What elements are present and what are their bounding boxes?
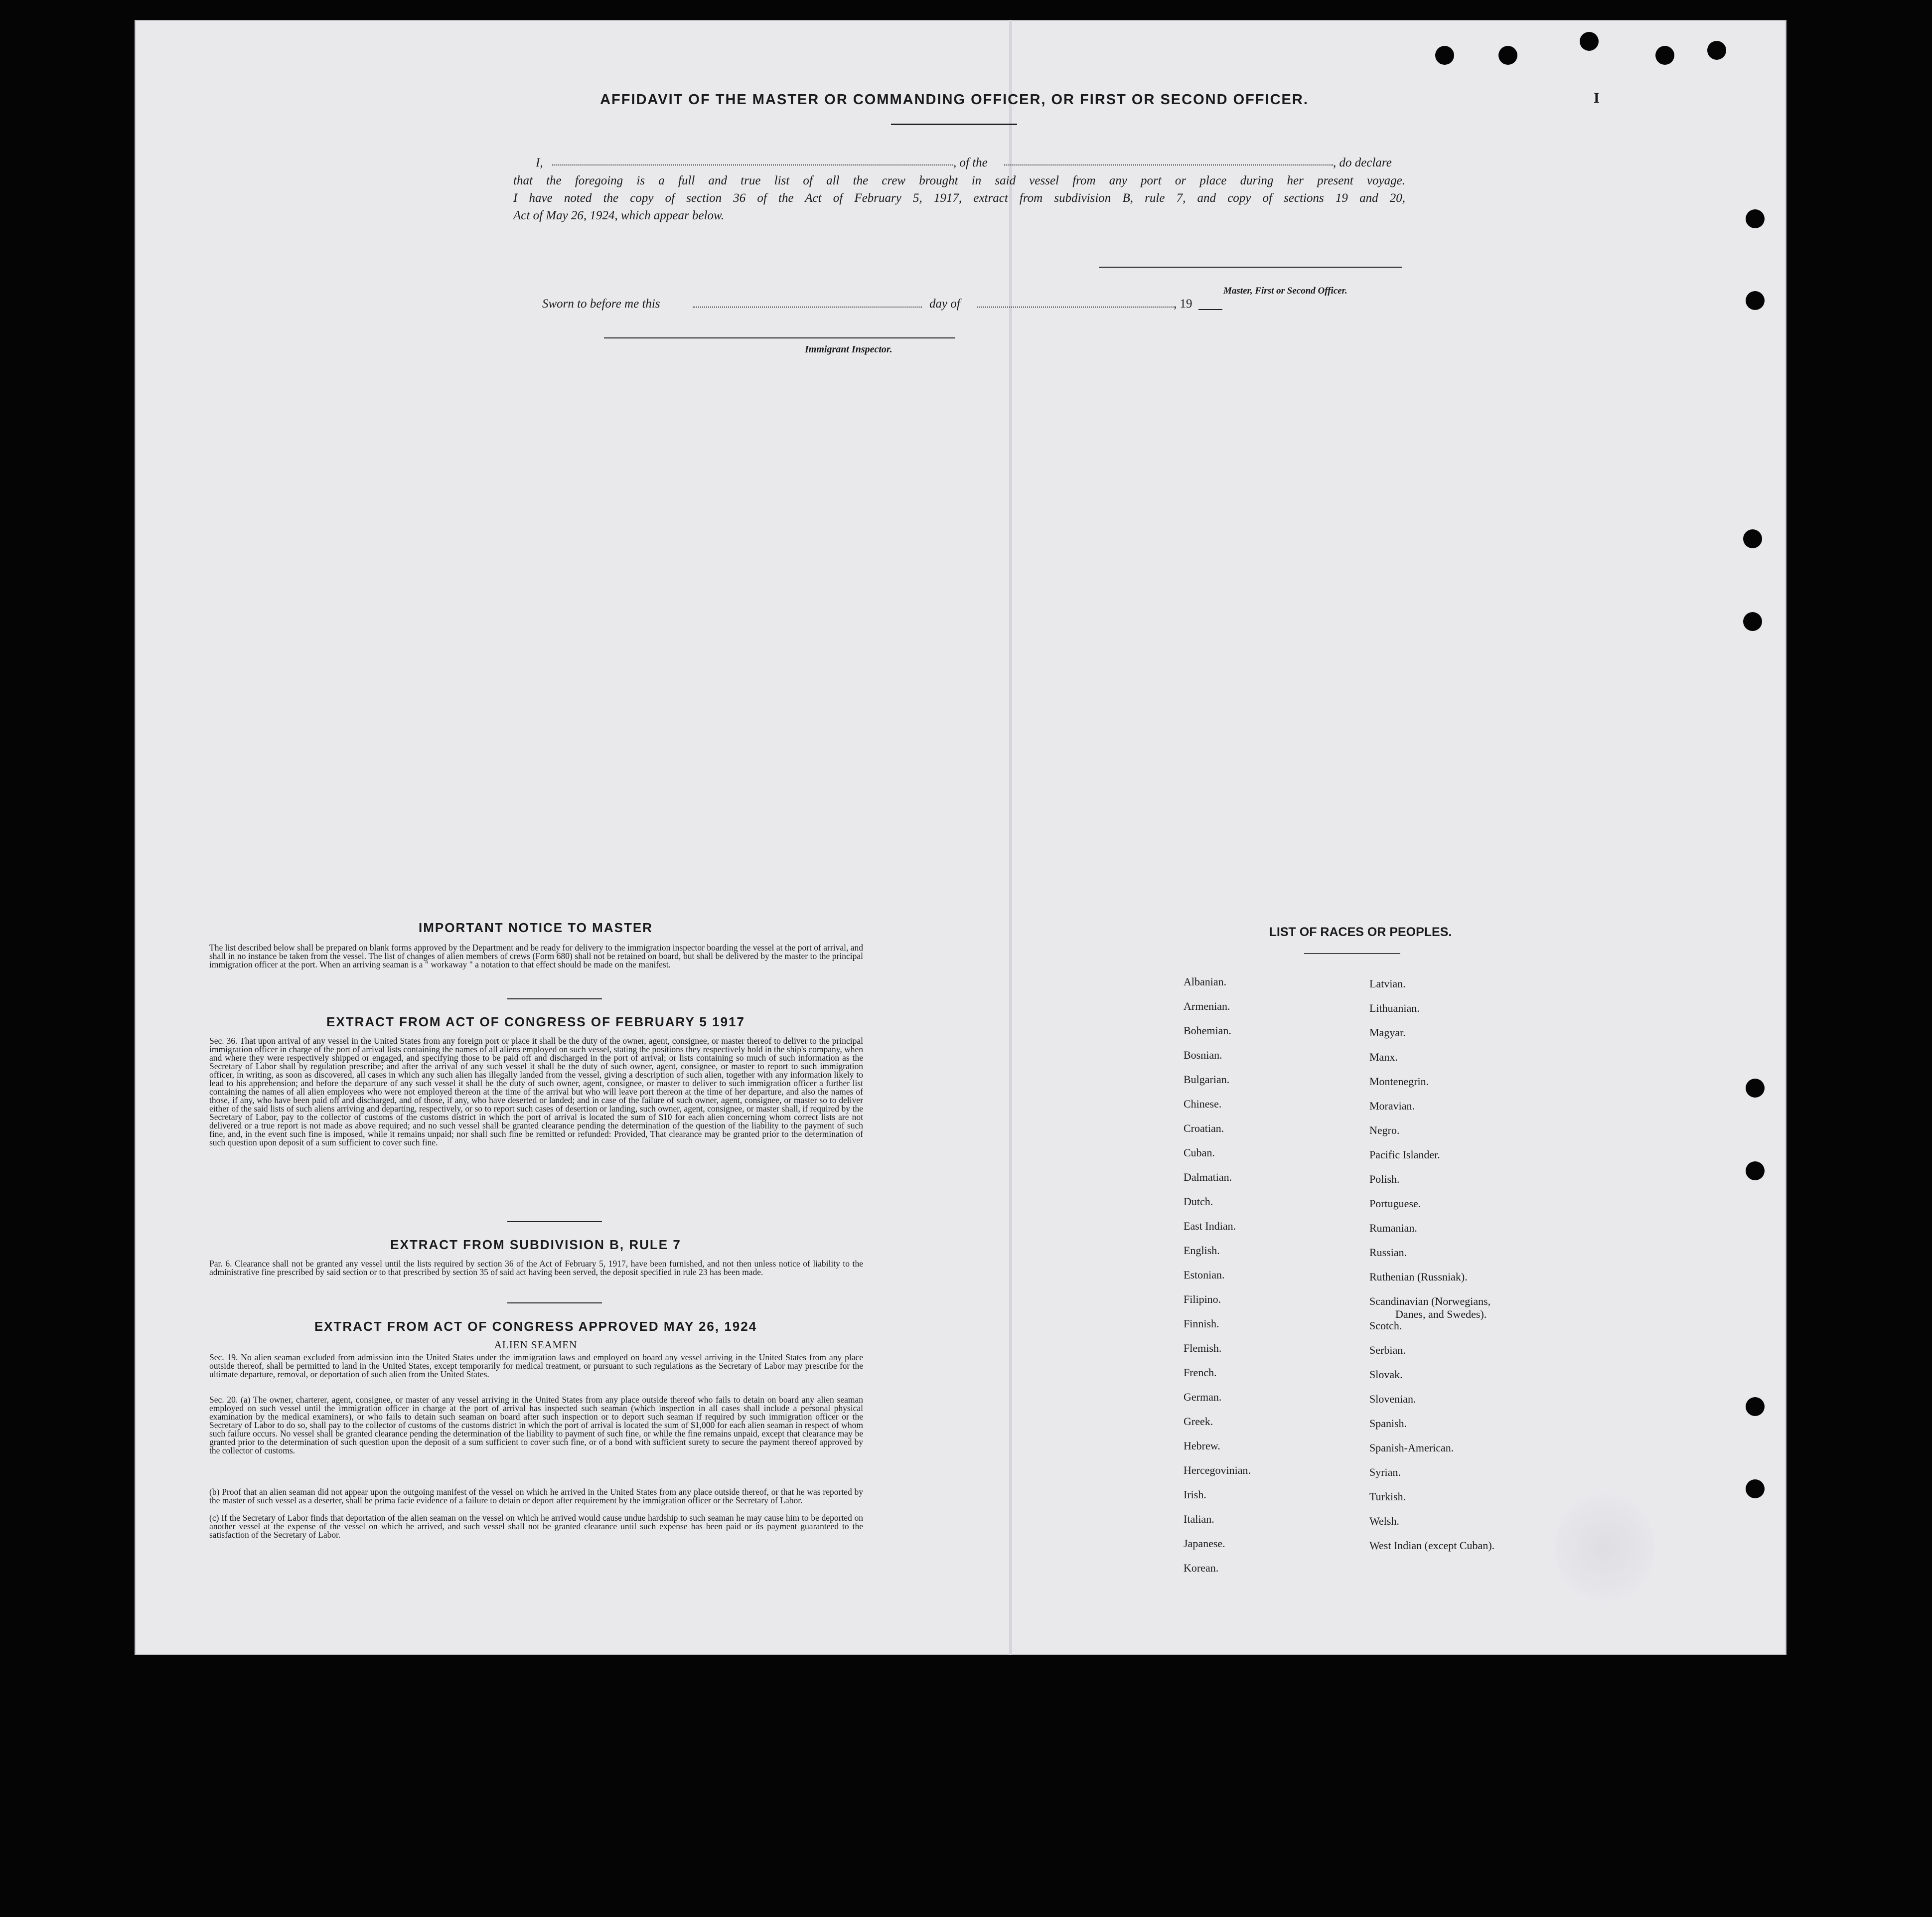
day-of-label: day of [929,297,960,311]
punch-hole [1707,41,1726,60]
divider [507,1302,602,1303]
embossed-seal [1555,1490,1654,1605]
extract-1917-body: Sec. 36. That upon arrival of any vessel in the United States from any foreign port or place it shall be the duty of the owner, agent, consignee, or master thereof to deliver to the principal immigration officer in charge of the port of arrival lists containing the names of all aliens employed on such vessel, stating the positions they respectively hold in the ship's company, when and where they were respectively shipped or engaged, and specifying those to be paid off and discharged in the port of arrival; or lists containing so much of such information as the Secretary of Labor shall by regulation prescribe; and after the arrival of any such vessel it shall be the duty of such owner, agent, consignee, or master to report to such immigration officer, in writing, as soon as discovered, all cases in which any such alien has illegally landed from the vessel, giving a description of such alien, together with any information likely to lead to his apprehension; and before the departure of any such vessel it shall be the duty of such owner, agent, consignee, or master to deliver to such immigration officer a further list containing the names of all alien employees who were not employed thereon at the time of the arrival but who will leave port thereon at the time of her departure, and also the names of those, if any, who have been paid off and discharged, and of those, if any, who have deserted or landed; and in case of the failure of such owner, agent, consignee, or master so to deliver either of the said lists of such aliens arriving and departing, respectively, or so to report such cases of desertion or landing, such owner, agent, consignee, or master shall, if required by the Secretary of Labor, pay to the collector of customs of the customs district in which the port of arrival is located the sum of $10 for each alien concerning whom correct lists are not delivered or a true report is not made as above required; and no such vessel shall be granted clearance pending the determination of the question of the liability to the payment of such fine, and, in the event such fine is imposed, while it remains unpaid; nor shall such fine be remitted or refunded: Provided, That clearance may be granted prior to the determination of such question upon deposit of a sum sufficient to cover such fine. [209,1036,863,1147]
race-item: Scotch. [1369,1319,1402,1332]
race-item: Albanian. [1184,975,1227,988]
race-item: Lithuanian. [1369,1002,1420,1014]
sworn-label: Sworn to before me this [542,297,660,311]
race-item: Dalmatian. [1184,1171,1232,1183]
punch-hole [1746,1161,1765,1180]
extract-1924-sec20b: (b) Proof that an alien seaman did not appear upon the outgoing manifest of the vessel on which he arrived in the United States from any place outside thereof, or that he was reported by the master of such vessel as a deserter, shall be prima facie evidence of a failure to detain or deport after requirement by the immigration officer or the Secretary of Labor. [209,1487,863,1505]
race-item: Korean. [1184,1562,1219,1574]
extract-1924-sec19: Sec. 19. No alien seaman excluded from admission into the United States under the immigration laws and employed on board any vessel arriving in the United States from any place outside thereof, shall be permitted to land in the United States, except temporarily for medical treatment, or pursuant to such regulations as the Secretary of Labor may prescribe for the ultimate departure, removal, or deportation of such alien from the United States. [209,1352,863,1379]
race-item: Dutch. [1184,1195,1213,1208]
year-prefix: , 19 [1174,297,1192,311]
race-item: Hercegovinian. [1184,1464,1251,1476]
punch-hole [1743,612,1762,631]
affidavit-line1-i: I, [536,156,543,169]
race-item: Magyar. [1369,1026,1406,1039]
extract-1924-subheading: ALIEN SEAMEN [494,1339,578,1351]
race-item: Rumanian. [1369,1222,1417,1234]
race-item: Finnish. [1184,1317,1219,1330]
race-item: Negro. [1369,1124,1400,1136]
punch-hole [1746,1397,1765,1416]
race-item: Russian. [1369,1246,1407,1259]
corner-mark: I [1594,90,1600,106]
vessel-field[interactable] [1004,159,1333,165]
page-fold [1009,20,1012,1655]
punch-hole [1746,1079,1765,1098]
punch-hole [1746,209,1765,228]
master-label: Master, First or Second Officer. [1223,286,1347,296]
race-item: Montenegrin. [1369,1075,1429,1088]
races-divider [1304,952,1400,954]
master-signature-line[interactable] [1099,267,1402,268]
punch-hole [1580,32,1599,51]
year-field[interactable] [1198,309,1222,310]
race-item: Bohemian. [1184,1024,1231,1037]
notice-heading: IMPORTANT NOTICE TO MASTER [419,920,653,935]
extract-1924-sec20a: Sec. 20. (a) The owner, charterer, agent, consignee, or master of any vessel arriving in the United States from any place outside thereof who fails to detain on board any alien seaman employed on such vessel until the immigration officer in charge at the port of arrival has inspected such seaman (which inspection in all cases shall include a personal physical examination by the medical examiners), or who fails to detain such seaman on board after such inspection or to deport such seaman if required by such immigration officer or the Secretary of Labor to do so, shall pay to the collector of customs of the customs district in which the port of arrival is located the sum of $1,000 for each alien seaman in respect of whom such failure occurs. No vessel shall be granted clearance pending the determination of the liability to payment of such fine, or while the fine remains unpaid, except that clearance may be granted prior to the determination of such question upon the deposit of a sum sufficient to cover such fine, or of a bond with sufficient surety to secure the payment thereof approved by the collector of customs. [209,1395,863,1455]
race-item: Moravian. [1369,1100,1415,1112]
punch-hole [1435,46,1454,65]
affidavit-line4: Act of May 26, 1924, which appear below. [513,209,725,222]
extract-rule7-body: Par. 6. Clearance shall not be granted any vessel until the lists required by section 36 of the Act of February 5, 1917, have been furnished, and not then unless notice of liability to the administrative fine prescribed by said section or to that prescribed by section 35 of said act having been served, the deposit specified in rule 23 has been made. [209,1259,863,1277]
race-item: Chinese. [1184,1098,1222,1110]
race-item: East Indian. [1184,1220,1236,1232]
sworn-day-field[interactable] [693,301,922,308]
race-item: Scandinavian (Norwegians, [1369,1295,1491,1307]
race-item: Spanish-American. [1369,1441,1454,1454]
race-item: Filipino. [1184,1293,1221,1305]
race-item: German. [1184,1391,1222,1403]
race-item: Italian. [1184,1513,1214,1525]
punch-hole [1743,529,1762,548]
affidavit-line2: that the foregoing is a full and true list of all the crew brought in said vessel from any port or place during her present voyage. [513,174,1405,187]
race-item: Danes, and Swedes). [1395,1308,1487,1320]
punch-hole [1746,1479,1765,1498]
punch-hole [1655,46,1674,65]
race-item: West Indian (except Cuban). [1369,1539,1495,1552]
sworn-month-field[interactable] [977,301,1174,308]
race-item: Slovenian. [1369,1393,1416,1405]
affidavit-line1-of-the: , of the [953,156,988,169]
notice-body: The list described below shall be prepared on blank forms approved by the Department and be ready for delivery to the immigration inspector boarding the vessel at the port of arrival, and shall in no instance be taken from the vessel. The list of changes of alien members of crews (Form 680) shall not be retained on board, but shall be delivered by the master to the principal immigration officer at the port. When an arriving seaman is a " workaway " a notation to that effect should be made on the manifest. [209,943,863,969]
race-item: Polish. [1369,1173,1400,1185]
race-item: Portuguese. [1369,1197,1421,1210]
race-item: Estonian. [1184,1269,1225,1281]
race-item: French. [1184,1366,1217,1379]
punch-hole [1498,46,1517,65]
race-item: Spanish. [1369,1417,1407,1430]
race-item: Japanese. [1184,1537,1225,1550]
title-underline [891,124,1017,125]
race-item: Bosnian. [1184,1049,1222,1061]
race-item: Hebrew. [1184,1439,1220,1452]
race-item: Manx. [1369,1051,1398,1063]
extract-1917-heading: EXTRACT FROM ACT OF CONGRESS OF FEBRUARY 5 1917 [326,1014,745,1029]
race-item: Slovak. [1369,1368,1403,1381]
races-heading: LIST OF RACES OR PEOPLES. [1269,925,1452,939]
race-item: Greek. [1184,1415,1213,1428]
extract-1924-sec20c: (c) If the Secretary of Labor finds that deportation of the alien seaman on the vessel on which he arrived would cause undue hardship to such seaman he may cause him to be deported on another vessel at the expense of the vessel on which he arrived, and such vessel shall not be granted clearance until such expense has been paid or its payment guaranteed to the satisfaction of the Secretary of Labor. [209,1513,863,1540]
race-item: Bulgarian. [1184,1073,1230,1086]
affidavit-title: AFFIDAVIT OF THE MASTER OR COMMANDING OFFICER, OR FIRST OR SECOND OFFICER. [600,92,1309,108]
divider [507,998,602,999]
race-item: Cuban. [1184,1146,1215,1159]
race-item: Pacific Islander. [1369,1148,1440,1161]
race-item: Turkish. [1369,1490,1406,1503]
race-item: Latvian. [1369,977,1406,990]
affidavit-line1-do-declare: , do declare [1333,156,1392,169]
race-item: Serbian. [1369,1344,1406,1356]
extract-rule7-heading: EXTRACT FROM SUBDIVISION B, RULE 7 [390,1237,681,1252]
race-item: Irish. [1184,1488,1206,1501]
race-item: Croatian. [1184,1122,1224,1134]
name-field[interactable] [552,159,953,165]
affidavit-line3: I have noted the copy of section 36 of the Act of February 5, 1917, extract from subdivision B, rule 7, and copy of sections 19 and 20, [513,191,1405,205]
punch-hole [1746,291,1765,310]
race-item: Welsh. [1369,1515,1399,1527]
inspector-signature-line[interactable] [604,337,955,338]
divider [507,1221,602,1222]
race-item: Armenian. [1184,1000,1230,1012]
inspector-label: Immigrant Inspector. [805,344,892,355]
race-item: Syrian. [1369,1466,1401,1478]
race-item: English. [1184,1244,1220,1257]
race-item: Flemish. [1184,1342,1222,1354]
extract-1924-heading: EXTRACT FROM ACT OF CONGRESS APPROVED MAY 26, 1924 [314,1319,757,1334]
race-item: Ruthenian (Russniak). [1369,1271,1468,1283]
